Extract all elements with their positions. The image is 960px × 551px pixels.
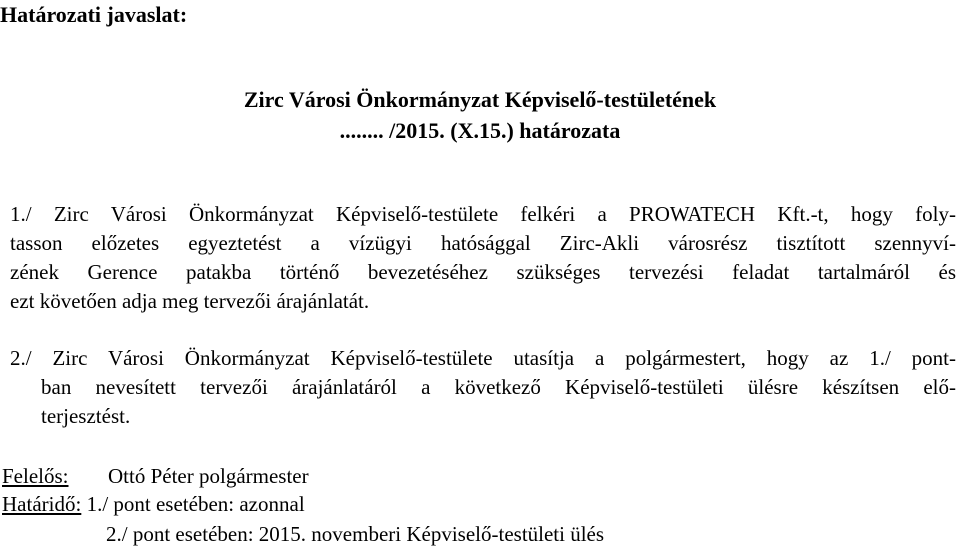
- deadline-label: Határidő:: [2, 492, 82, 516]
- paragraph-line: tasson előzetes egyeztetést a vízügyi hatósággal Zirc-Akli városrész tisztított szennyví-: [10, 231, 956, 255]
- paragraph-line: 2./ Zirc Városi Önkormányzat Képviselő-testülete utasítja a polgármestert, hogy az 1./ pont-: [10, 346, 956, 370]
- responsible-row: [2, 462, 309, 490]
- deadline-value-1: 1./ pont esetében: azonnal: [86, 492, 305, 516]
- responsible-label: Felelős:: [2, 464, 69, 488]
- paragraph-line: ezt követően adja meg tervezői árajánlatát.: [10, 289, 370, 313]
- deadline-value-2: 2./ pont esetében: 2015. novemberi Képviselő-testületi ülés: [106, 522, 605, 546]
- paragraph-line: terjesztést.: [41, 404, 131, 428]
- paragraph-line: ban nevesített tervezői árajánlatáról a következő Képviselő-testületi ülésre készítsen elő-: [41, 375, 956, 399]
- resolution-title-line1: Zirc Városi Önkormányzat Képviselő-testületének: [243, 87, 717, 112]
- document-heading: Határozati javaslat:: [0, 2, 188, 27]
- resolution-point-2: [10, 344, 956, 431]
- deadline-row-2: [2, 520, 604, 548]
- deadline-row: [2, 490, 305, 518]
- paragraph-line: zének Gerence patakba történő bevezetéséhez szükséges tervezési feladat tartalmáról és: [10, 260, 956, 284]
- resolution-point-1: [10, 200, 956, 316]
- paragraph-line: 1./ Zirc Városi Önkormányzat Képviselő-testülete felkéri a PROWATECH Kft.-t, hogy foly-: [10, 202, 956, 226]
- responsible-value: Ottó Péter polgármester: [108, 464, 309, 488]
- resolution-title-line2: ........ /2015. (X.15.) határozata: [339, 118, 621, 143]
